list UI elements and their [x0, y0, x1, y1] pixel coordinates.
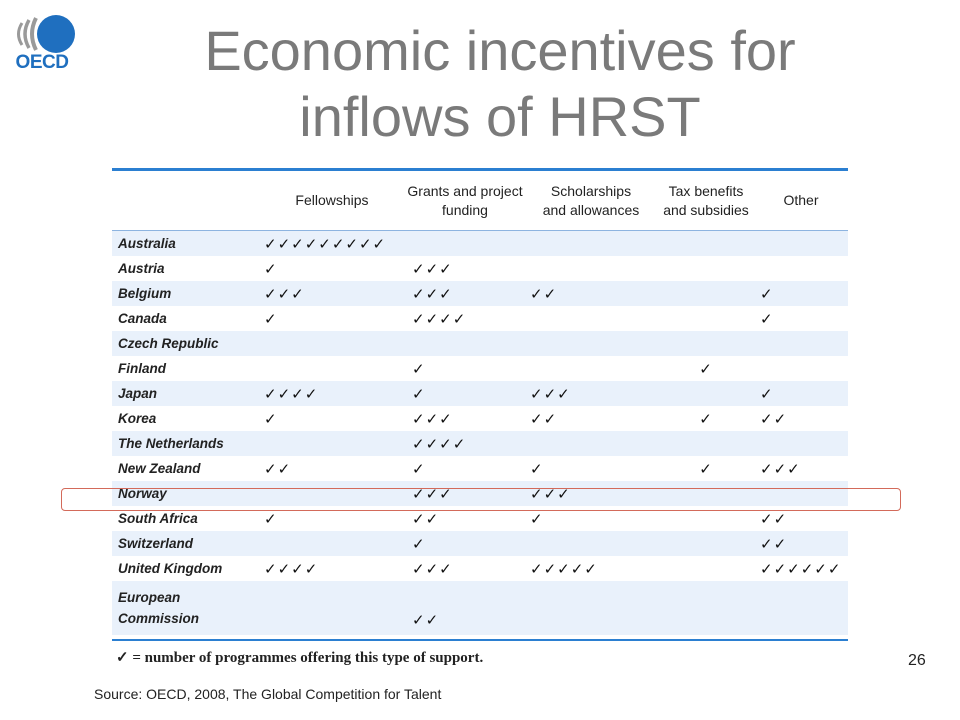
row-country: Belgium: [118, 286, 172, 301]
cell-other: ✓✓✓: [760, 459, 801, 478]
cell-other: ✓: [760, 284, 774, 303]
row-country: Finland: [118, 361, 166, 376]
cell-other: ✓✓✓✓✓✓: [760, 559, 842, 578]
cell-grants: ✓: [412, 384, 426, 403]
table-row: [112, 331, 848, 356]
row-country: United Kingdom: [118, 561, 223, 576]
page-number: 26: [908, 652, 926, 669]
row-country: The Netherlands: [118, 436, 224, 451]
table-row: [112, 256, 848, 281]
cell-scholarships: ✓✓: [530, 409, 558, 428]
cell-scholarships: ✓✓✓✓✓: [530, 559, 598, 578]
title-line-2: inflows of HRST: [299, 85, 701, 148]
table-row: [112, 281, 848, 306]
cell-scholarships: ✓: [530, 459, 544, 478]
cell-tax-benefits: [658, 629, 754, 635]
row-country: Canada: [118, 311, 167, 326]
cell-scholarships: ✓✓: [530, 284, 558, 303]
cell-other: ✓✓: [760, 509, 788, 528]
cell-scholarships: ✓✓✓: [530, 484, 571, 503]
cell-fellowships: ✓✓: [264, 459, 292, 478]
header-tax-benefits: Tax benefits and subsidies: [663, 182, 749, 218]
cell-fellowships: ✓✓✓: [264, 284, 305, 303]
table-row: [112, 456, 848, 481]
table-row: [112, 556, 848, 581]
table-bottom-rule: [112, 639, 848, 641]
cell-fellowships: ✓: [264, 509, 278, 528]
row-country: South Africa: [118, 511, 198, 526]
table-row: [112, 306, 848, 331]
header-other: Other: [783, 192, 819, 208]
row-country: Australia: [118, 236, 176, 251]
cell-fellowships: [258, 629, 406, 635]
cell-fellowships: ✓✓✓✓✓✓✓✓✓: [264, 234, 387, 253]
cell-grants: ✓✓✓: [412, 559, 453, 578]
row-country: Japan: [118, 386, 158, 401]
header-fellowships: Fellowships: [295, 192, 369, 208]
cell-scholarships: ✓✓✓: [530, 384, 571, 403]
header-grants: Grants and project funding: [407, 182, 523, 218]
cell-fellowships: ✓✓✓✓: [264, 559, 319, 578]
table-row: [112, 356, 848, 381]
cell-grants: ✓✓✓: [412, 284, 453, 303]
cell-grants: ✓✓: [412, 509, 440, 528]
row-country: Austria: [118, 261, 165, 276]
cell-grants: ✓✓✓: [412, 484, 453, 503]
cell-other: ✓: [760, 309, 774, 328]
cell-grants: ✓✓✓✓: [412, 309, 467, 328]
cell-tax-benefits: ✓: [699, 459, 713, 478]
cell-grants: ✓: [412, 459, 426, 478]
table-row: [112, 381, 848, 406]
cell-other: ✓✓: [760, 409, 788, 428]
table-row: [112, 231, 848, 256]
oecd-logo-text: OECD: [15, 52, 69, 73]
cell-grants: ✓✓: [412, 611, 440, 629]
table-body: [112, 231, 848, 635]
cell-grants: ✓: [412, 359, 426, 378]
table-row: [112, 431, 848, 456]
table-row: [112, 581, 848, 635]
row-country: Switzerland: [118, 536, 194, 551]
cell-fellowships: ✓: [264, 259, 278, 278]
source-note: Source: OECD, 2008, The Global Competition for Talent: [94, 686, 442, 702]
cell-fellowships: ✓✓✓✓: [264, 384, 319, 403]
cell-scholarships: [524, 629, 658, 635]
cell-grants: ✓✓✓: [412, 259, 453, 278]
cell-grants: ✓: [412, 534, 426, 553]
title-line-1: Economic incentives for: [204, 19, 796, 82]
cell-scholarships: ✓: [530, 509, 544, 528]
cell-tax-benefits: ✓: [699, 409, 713, 428]
row-country: Norway: [118, 486, 167, 501]
row-country: Czech Republic: [118, 336, 219, 351]
cell-tax-benefits: ✓: [699, 359, 713, 378]
row-country: New Zealand: [118, 461, 201, 476]
table-row: [112, 531, 848, 556]
table-legend: ✓ = number of programmes offering this type of support.: [116, 650, 484, 666]
cell-other: ✓: [760, 384, 774, 403]
cell-grants: ✓✓✓✓: [412, 434, 467, 453]
cell-other: ✓✓: [760, 534, 788, 553]
cell-grants: ✓✓✓: [412, 409, 453, 428]
header-scholarships: Scholarships and allowances: [542, 182, 640, 218]
incentives-table: [112, 168, 848, 641]
row-country: Korea: [118, 411, 157, 426]
norway-row-highlight: [61, 488, 901, 511]
slide-title: [110, 18, 890, 150]
table-row: [112, 406, 848, 431]
table-header: [112, 171, 848, 231]
cell-fellowships: ✓: [264, 409, 278, 428]
cell-fellowships: ✓: [264, 309, 278, 328]
cell-other: [754, 629, 848, 635]
row-country: European Commission: [118, 590, 200, 626]
